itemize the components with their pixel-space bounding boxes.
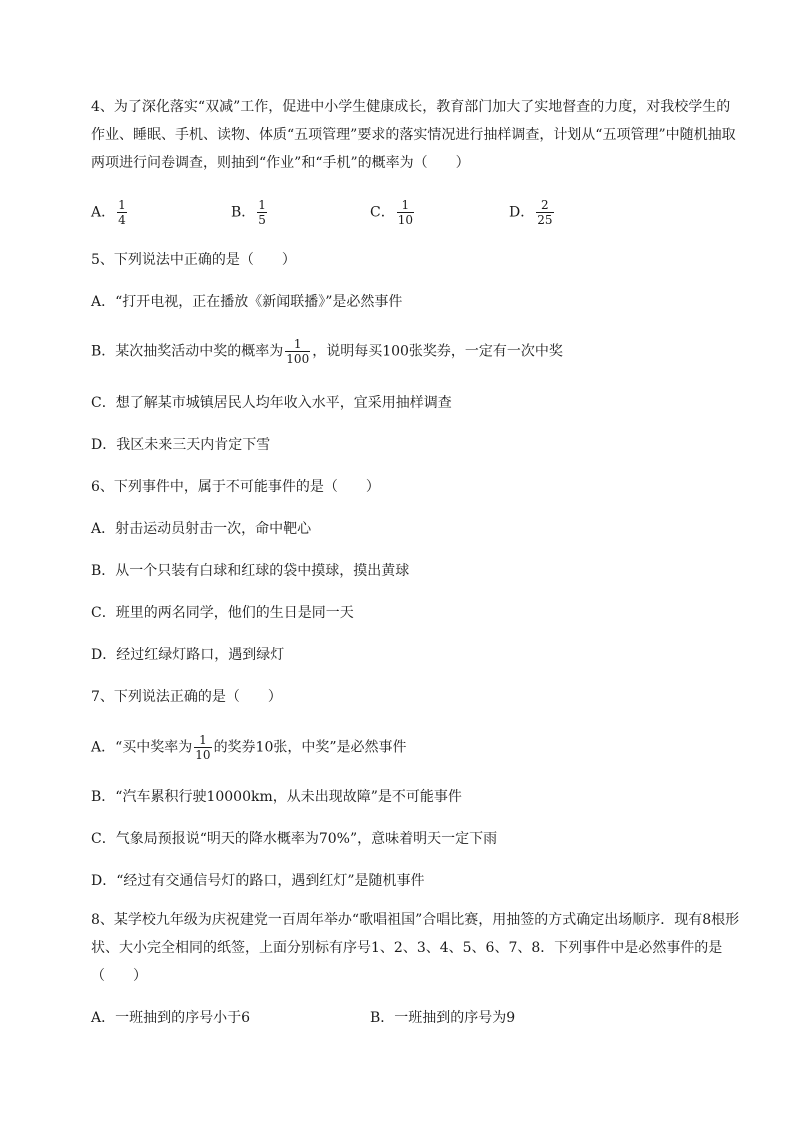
question-4-option-a[interactable]	[91, 198, 129, 227]
question-6-option-d[interactable]: D．经过红绿灯路口，遇到绿灯	[91, 647, 285, 663]
fraction: $\frac{1}{4}$	[118, 198, 126, 227]
option-label: C．	[370, 204, 395, 221]
question-6-option-a[interactable]: A．射击运动员射击一次，命中靶心	[91, 521, 312, 537]
fraction: $\frac{1}{100}$	[286, 337, 310, 366]
question-5-option-a[interactable]: A．“打开电视，正在播放《新闻联播》”是必然事件	[91, 294, 403, 310]
question-6-stem: 6、下列事件中，属于不可能事件的是（ ）	[91, 479, 380, 495]
question-7-option-d[interactable]: D．“经过有交通信号灯的路口，遇到红灯”是随机事件	[91, 873, 425, 889]
question-5-option-c[interactable]: C．想了解某市城镇居民人均年收入水平，宜采用抽样调查	[91, 395, 452, 411]
question-4-option-d[interactable]	[509, 198, 556, 227]
fraction: $\frac{1}{10}$	[195, 733, 211, 762]
question-7-option-a[interactable]: A．“买中奖率为 $\frac{1}{10}$ 的奖券10张，中奖”是必然事件	[91, 733, 407, 762]
fraction: $\frac{1}{5}$	[258, 198, 266, 227]
question-6-option-c[interactable]: C．班里的两名同学，他们的生日是同一天	[91, 605, 354, 621]
question-7-option-b[interactable]: B．“汽车累积行驶10000km，从未出现故障”是不可能事件	[91, 789, 462, 805]
fraction: $\frac{2}{25}$	[537, 198, 553, 227]
question-8-option-a[interactable]: A．一班抽到的序号小于6	[91, 1010, 251, 1026]
question-7-option-c[interactable]: C．气象局预报说“明天的降水概率为70%”，意味着明天一定下雨	[91, 831, 498, 847]
question-4-option-c[interactable]	[370, 198, 416, 227]
question-4-option-b[interactable]	[231, 198, 269, 227]
question-6-option-b[interactable]: B．从一个只装有白球和红球的袋中摸球，摸出黄球	[91, 563, 410, 579]
fraction: $\frac{1}{10}$	[397, 198, 413, 227]
question-5-stem: 5、下列说法中正确的是（ ）	[91, 252, 296, 268]
question-5-option-b[interactable]: B．某次抽奖活动中奖的概率为 $\frac{1}{100}$ ，说明每买100张奖券，一定有一次中奖	[91, 337, 563, 366]
question-7-stem: 7、下列说法正确的是（ ）	[91, 689, 282, 705]
option-label: D．	[509, 204, 535, 221]
question-4-stem: 4、为了深化落实“双减”工作，促进中小学生健康成长，教育部门加大了实地督查的力度，对我校学生的作业、睡眠、手机、读物、体质“五项管理”要求的落实情况进行抽样调查，计划从“五项管理”中随机抽取两项进行问卷调查，则抽到“作业”和“手机”的概率为（ ）	[91, 99, 736, 171]
option-label: B．	[231, 204, 256, 221]
option-label: A．	[91, 204, 116, 221]
question-5-option-d[interactable]: D．我区未来三天内肯定下雪	[91, 437, 271, 453]
question-8-stem: 8、某学校九年级为庆祝建党一百周年举办“歌唱祖国”合唱比赛，用抽签的方式确定出场顺序．现有8根形状、大小完全相同的纸签，上面分别标有序号1、2、3、4、5、6、7、8．下列事件中是必然事件的是（ ）	[91, 912, 740, 984]
question-8-option-b[interactable]: B．一班抽到的序号为9	[370, 1010, 516, 1026]
